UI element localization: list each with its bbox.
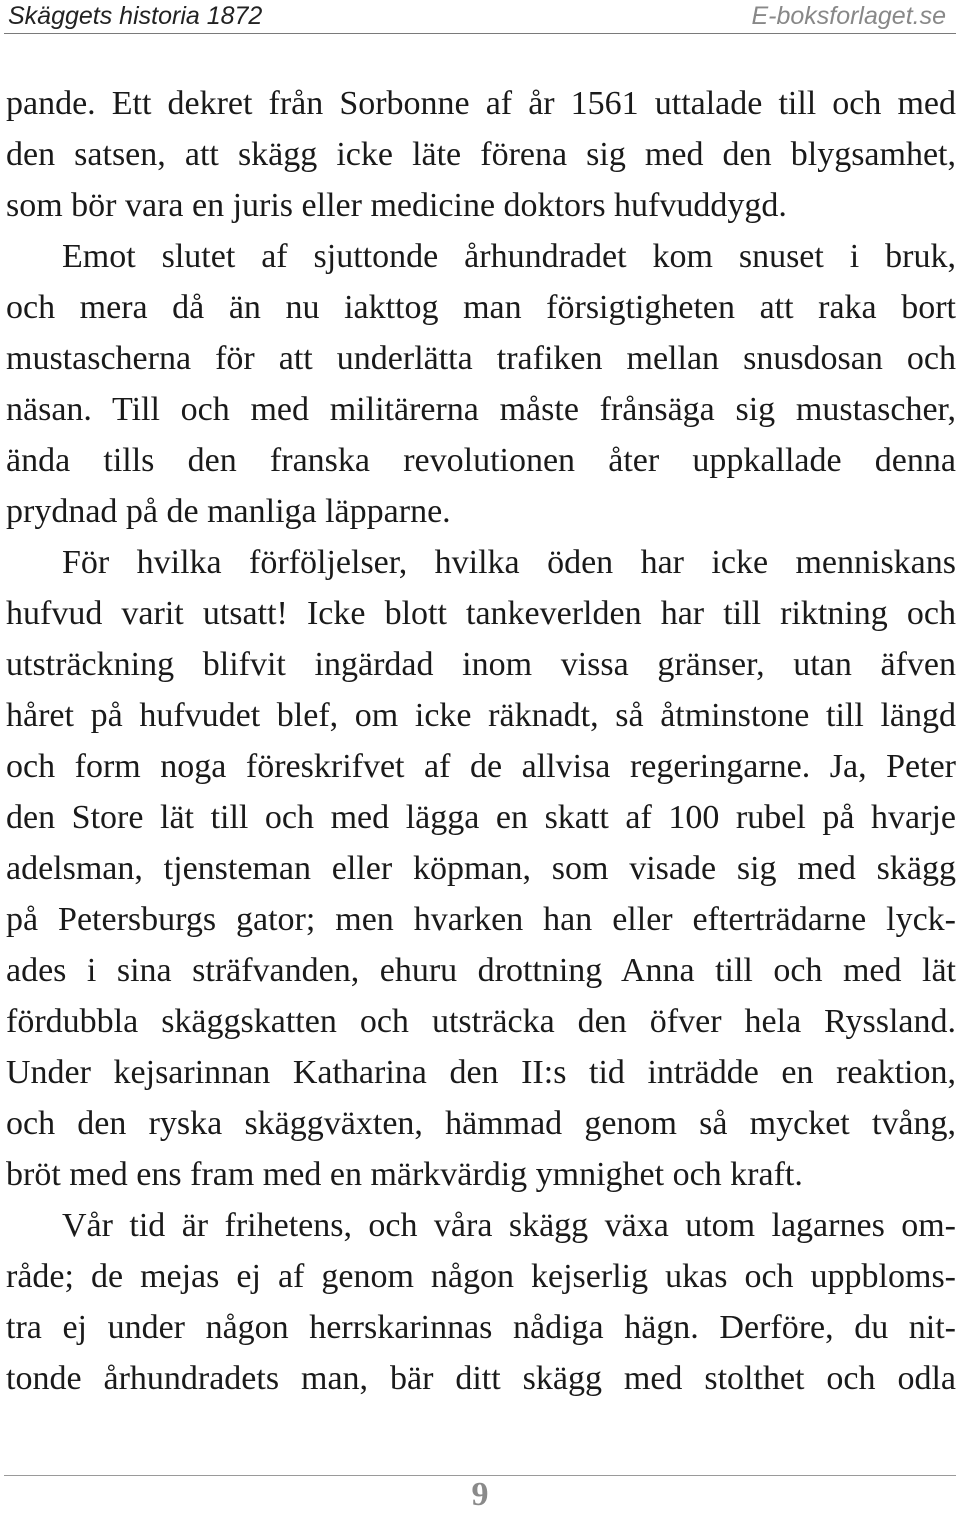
text-line: pande. Ett dekret från Sorbonne af år 1561 uttalade till och med — [6, 85, 956, 122]
text-line: ades i sina sträfvanden, ehuru drottning Anna till och med lät — [6, 952, 956, 989]
text-line: och den ryska skäggväxten, hämmad genom så mycket tvång, — [6, 1105, 956, 1142]
text-line: den Store lät till och med lägga en skatt af 100 rubel på hvarje — [6, 799, 956, 836]
page-number: 9 — [471, 1476, 489, 1513]
text-line: och mera då än nu iakttog man försigtigheten att raka bort — [6, 289, 956, 326]
book-title: Skäggets historia 1872 — [8, 1, 263, 30]
text-line: mustascherna för att underlätta trafiken mellan snusdosan och — [6, 340, 956, 377]
text-line: råde; de mejas ej af genom någon kejserlig ukas och uppbloms- — [6, 1258, 956, 1295]
text-line: adelsman, tjensteman eller köpman, som visade sig med skägg — [6, 850, 956, 887]
text-line: näsan. Till och med militärerna måste frånsäga sig mustascher, — [6, 391, 956, 428]
text-line: på Petersburgs gator; men hvarken han eller efterträdarne lyck- — [6, 901, 956, 938]
body-text — [6, 78, 956, 1404]
text-line: tonde århundradets man, bär ditt skägg med stolthet och odla — [6, 1360, 956, 1397]
text-line: Under kejsarinnan Katharina den II:s tid inträdde en reaktion, — [6, 1054, 956, 1091]
text-line: Vår tid är frihetens, och våra skägg växa utom lagarnes om- — [62, 1207, 956, 1244]
page-header — [8, 0, 946, 32]
text-line: den satsen, att skägg icke läte förena sig med den blygsamhet, — [6, 136, 956, 173]
header-divider — [4, 33, 956, 34]
text-line: ända tills den franska revolutionen åter uppkallade denna — [6, 442, 956, 479]
text-line: utsträckning blifvit ingärdad inom vissa gränser, utan äfven — [6, 646, 956, 683]
text-line: fördubbla skäggskatten och utsträcka den öfver hela Ryssland. — [6, 1003, 956, 1040]
publisher-name: E-boksforlaget.se — [751, 1, 946, 30]
text-line: tra ej under någon herrskarinnas nådiga hägn. Derföre, du nit- — [6, 1309, 956, 1346]
text-line: håret på hufvudet blef, om icke räknadt, så åtminstone till längd — [6, 697, 956, 734]
text-line: och form noga föreskrifvet af de allvisa regeringarne. Ja, Peter — [6, 748, 956, 785]
text-line: Emot slutet af sjuttonde århundradet kom snuset i bruk, — [62, 238, 956, 275]
text-line: som bör vara en juris eller medicine doktors hufvuddygd. — [6, 187, 787, 224]
text-line: bröt med ens fram med en märkvärdig ymnighet och kraft. — [6, 1156, 803, 1193]
text-line: hufvud varit utsatt! Icke blott tankeverlden har till riktning och — [6, 595, 956, 632]
text-line: För hvilka förföljelser, hvilka öden har icke menniskans — [62, 544, 956, 581]
text-line: prydnad på de manliga läpparne. — [6, 493, 451, 530]
